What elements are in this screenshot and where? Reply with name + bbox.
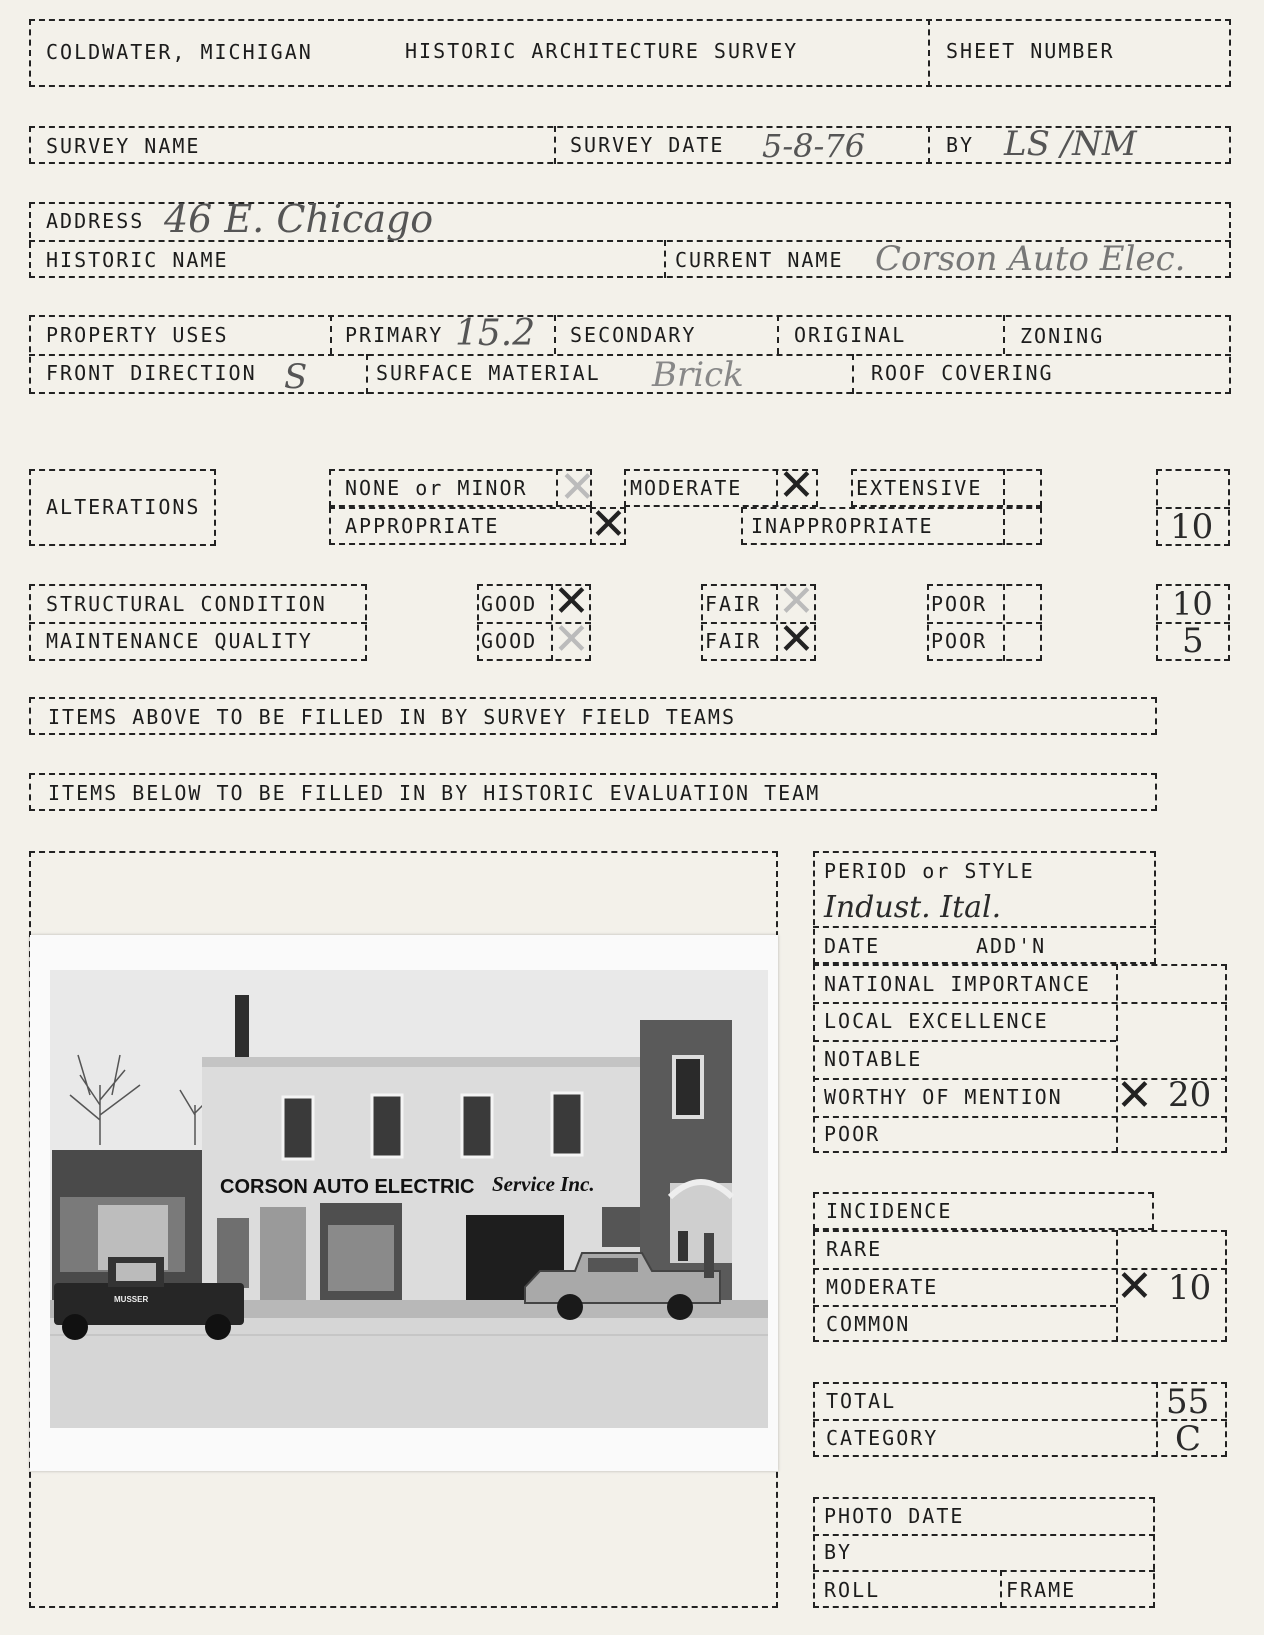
property-v6 (852, 354, 854, 394)
incidence-moderate-score: 10 (1168, 1268, 1212, 1308)
photo-illustration (30, 935, 778, 1471)
poor-divider (927, 622, 1042, 624)
surface-material-label: SURFACE MATERIAL (376, 361, 601, 385)
current-name-label: CURRENT NAME (675, 248, 844, 272)
current-name-value: Corson Auto Elec. (875, 239, 1186, 279)
condition-label-divider (29, 622, 367, 624)
incidence-moderate-label: MODERATE (826, 1275, 939, 1299)
alter-inappropriate-label: INAPPROPRIATE (751, 514, 934, 538)
historic-name-label: HISTORIC NAME (46, 248, 229, 272)
photo-by-label: BY (824, 1540, 853, 1564)
alter-moderate-label: MODERATE (630, 476, 743, 500)
current-name-divider (664, 240, 666, 278)
zoning-label: ZONING (1020, 324, 1105, 348)
total-value: 55 (1166, 1382, 1210, 1422)
total-label: TOTAL (826, 1389, 897, 1413)
importance-row-2 (813, 1040, 1116, 1042)
secondary-label: SECONDARY (570, 323, 697, 347)
importance-row-3 (813, 1078, 1227, 1080)
photo-sign-main: CORSON AUTO ELECTRIC (220, 1176, 475, 1198)
fair-label-1: FAIR (705, 592, 762, 616)
property-v2 (554, 315, 556, 354)
period-addn-label: ADD'N (976, 934, 1047, 958)
incidence-moderate-x: ✕ (1116, 1261, 1153, 1312)
front-direction-label: FRONT DIRECTION (46, 361, 257, 385)
good-maintenance-x: ✕ (553, 614, 590, 665)
header-title: HISTORIC ARCHITECTURE SURVEY (405, 39, 799, 63)
worthy-x: ✕ (1116, 1070, 1153, 1121)
alter-none-check (556, 469, 558, 507)
alterations-label: ALTERATIONS (46, 495, 201, 519)
property-v4 (1003, 315, 1005, 354)
surface-material-value: Brick (652, 355, 744, 395)
property-divider (29, 354, 1231, 356)
rare-label: RARE (826, 1237, 883, 1261)
address-label: ADDRESS (46, 209, 145, 233)
building-photo (30, 935, 778, 1471)
primary-value: 15.2 (455, 313, 536, 354)
structural-label: STRUCTURAL CONDITION (46, 592, 327, 616)
front-direction-value: S (284, 357, 308, 397)
address-value: 46 E. Chicago (164, 197, 434, 241)
category-label: CATEGORY (826, 1426, 939, 1450)
survey-by-label: BY (946, 133, 975, 157)
importance-row-1 (813, 1002, 1227, 1004)
period-date-divider (813, 926, 1156, 928)
importance-score-divider (1116, 964, 1118, 1153)
property-uses-label: PROPERTY USES (46, 323, 229, 347)
incidence-row-1 (813, 1268, 1227, 1270)
period-value: Indust. Ital. (824, 890, 1002, 925)
worthy-label: WORTHY OF MENTION (824, 1085, 1063, 1109)
note-below: ITEMS BELOW TO BE FILLED IN BY HISTORIC EVALUATION TEAM (48, 781, 821, 805)
fair-label-2: FAIR (705, 629, 762, 653)
worthy-score: 20 (1168, 1075, 1212, 1115)
survey-name-label: SURVEY NAME (46, 134, 201, 158)
fair-structural-x: ✕ (778, 576, 815, 627)
category-value: C (1175, 1419, 1202, 1459)
frame-label: FRAME (1006, 1578, 1077, 1602)
original-label: ORIGINAL (794, 323, 907, 347)
importance-row-4 (813, 1116, 1227, 1118)
notable-label: NOTABLE (824, 1047, 923, 1071)
header-divider (928, 19, 930, 87)
primary-label: PRIMARY (345, 323, 444, 347)
good-structural-x: ✕ (553, 576, 590, 627)
totals-divider-h (813, 1419, 1227, 1421)
incidence-label: INCIDENCE (826, 1199, 953, 1223)
maintenance-score: 5 (1182, 621, 1204, 661)
common-label: COMMON (826, 1312, 911, 1336)
property-v1 (330, 315, 332, 354)
alter-appropriate-x: ✕ (590, 499, 627, 550)
roof-covering-label: ROOF COVERING (871, 361, 1054, 385)
photo-info-frame-divider (1000, 1570, 1002, 1608)
evaluation-poor-label: POOR (824, 1122, 881, 1146)
survey-date-label: SURVEY DATE (570, 133, 725, 157)
property-v3 (777, 315, 779, 354)
photo-date-label: PHOTO DATE (824, 1504, 965, 1528)
photo-info-row-2 (813, 1570, 1155, 1572)
period-label: PERIOD or STYLE (824, 859, 1035, 883)
poor-check (1003, 584, 1005, 661)
photo-info-row-1 (813, 1534, 1155, 1536)
alter-none-x: ✕ (559, 462, 596, 513)
survey-divider-2 (928, 126, 930, 164)
alter-moderate-x: ✕ (778, 460, 815, 511)
roll-label: ROLL (824, 1578, 881, 1602)
alter-extensive-label: EXTENSIVE (856, 476, 983, 500)
photo-sign-script: Service Inc. (492, 1172, 595, 1196)
poor-label-1: POOR (931, 592, 988, 616)
fair-maintenance-x: ✕ (778, 614, 815, 665)
national-label: NATIONAL IMPORTANCE (824, 972, 1091, 996)
header-location: COLDWATER, MICHIGAN (46, 40, 313, 64)
property-v5 (366, 354, 368, 394)
structural-score: 10 (1172, 585, 1213, 623)
period-date-label: DATE (824, 934, 881, 958)
good-label-2: GOOD (481, 629, 538, 653)
alter-score: 10 (1170, 507, 1214, 547)
photo-truck-text: MUSSER (114, 1295, 149, 1304)
alter-none-label: NONE or MINOR (345, 476, 528, 500)
maintenance-label: MAINTENANCE QUALITY (46, 629, 313, 653)
survey-by-value: LS /NM (1004, 124, 1137, 164)
survey-divider-1 (554, 126, 556, 164)
local-label: LOCAL EXCELLENCE (824, 1009, 1049, 1033)
note-above: ITEMS ABOVE TO BE FILLED IN BY SURVEY FIELD TEAMS (48, 705, 737, 729)
sheet-number-label: SHEET NUMBER (946, 39, 1115, 63)
good-label-1: GOOD (481, 592, 538, 616)
incidence-row-2 (813, 1305, 1116, 1307)
survey-date-value: 5-8-76 (762, 127, 866, 165)
poor-label-2: POOR (931, 629, 988, 653)
alter-appropriate-label: APPROPRIATE (345, 514, 500, 538)
